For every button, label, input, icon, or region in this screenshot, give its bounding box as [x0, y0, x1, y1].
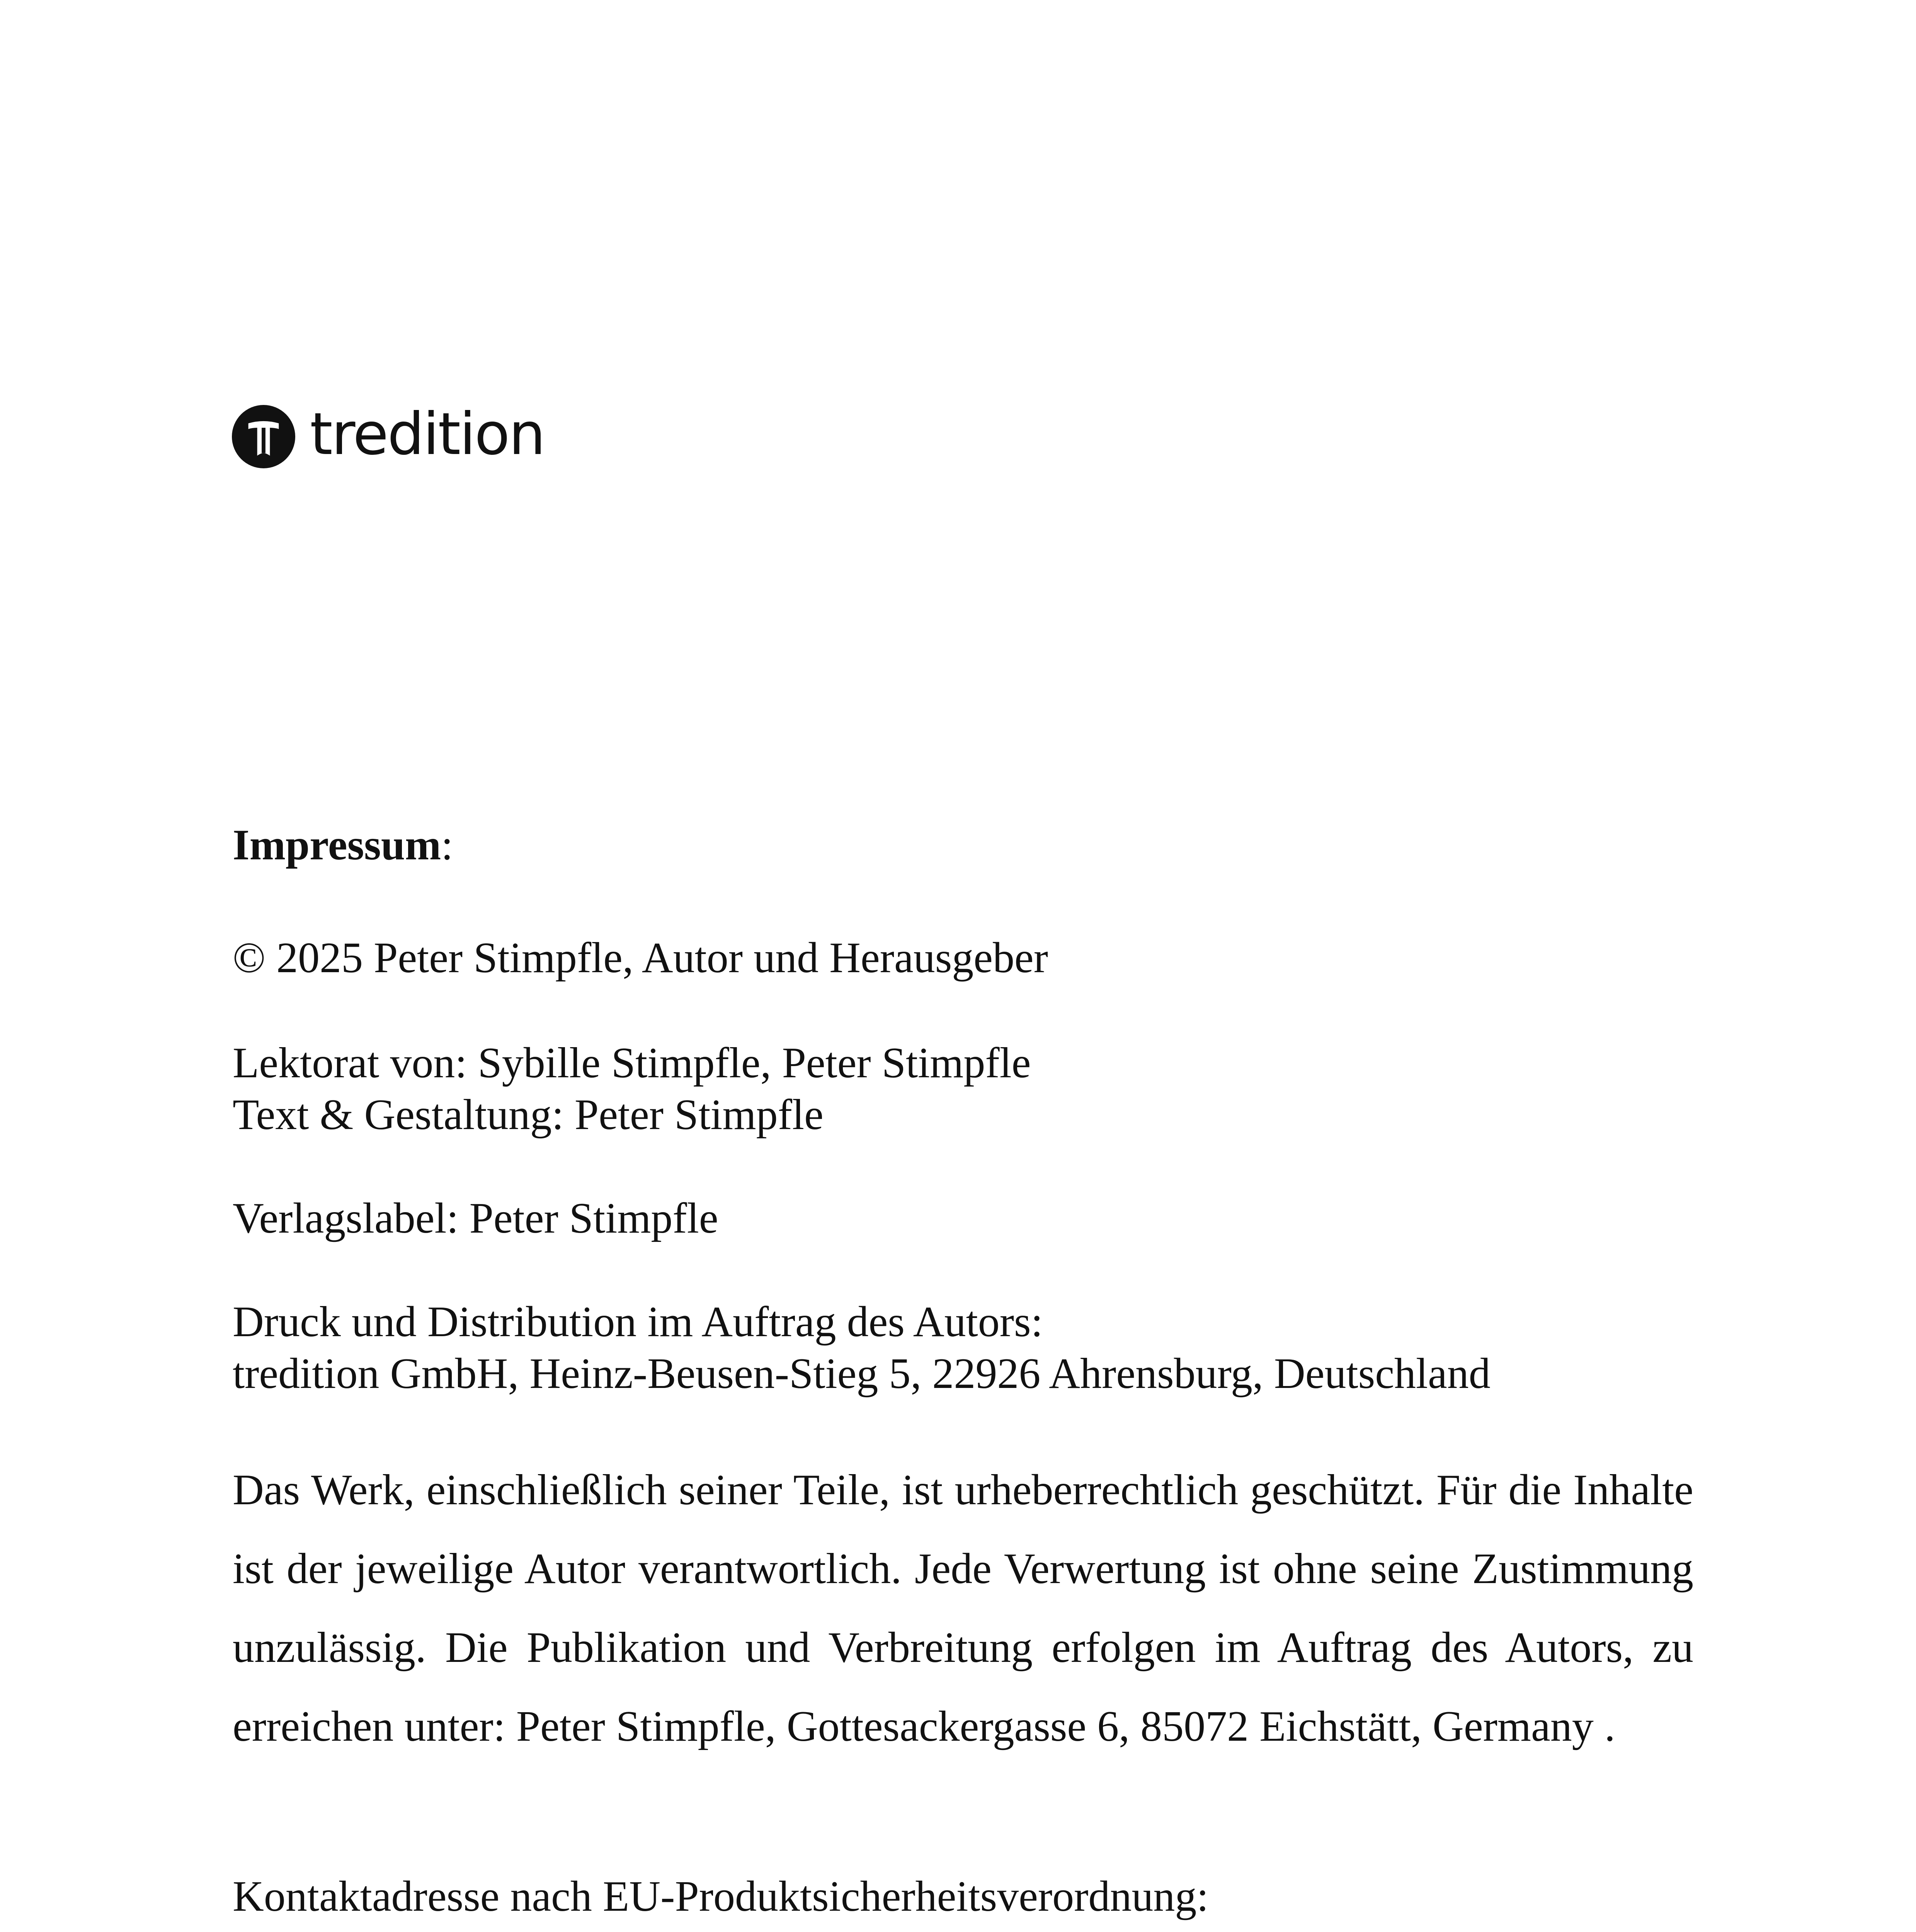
- distribution-block: [233, 1296, 1693, 1400]
- legal-paragraph: Das Werk, einschließlich seiner Teile, ist urheberrechtlich geschützt. Für die Inhalte ist der jeweilige Autor verantwortlich. Jede Verwertung ist ohne seine Zustimmung unzulässig. Die Publikation und Verbreitung erfolgen im Auftrag des Autors, zu erreichen unter: Peter Stimpfle, Gottesackergasse 6, 85072 Eichstätt, Germany .: [233, 1466, 1693, 1750]
- contact-label: Kontaktadresse nach EU-Produktsicherheitsverordnung:: [233, 1872, 1209, 1920]
- tredition-logo-icon: [232, 405, 295, 468]
- impressum-heading: Impressum:: [233, 821, 453, 869]
- credits-block: [233, 1037, 1693, 1141]
- logo-text: tredition: [310, 401, 545, 468]
- copyright-line: © 2025 Peter Stimpfle, Autor und Herausgeber: [233, 934, 1048, 982]
- publisher-logo: [232, 402, 545, 471]
- credit-line-gestaltung: Text & Gestaltung: Peter Stimpfle: [233, 1091, 824, 1139]
- impressum-section: [233, 819, 1693, 1932]
- distribution-line-2: tredition GmbH, Heinz-Beusen-Stieg 5, 22926 Ahrensburg, Deutschland: [233, 1350, 1491, 1398]
- credit-line-lektorat: Lektorat von: Sybille Stimpfle, Peter Stimpfle: [233, 1039, 1031, 1087]
- distribution-line-1: Druck und Distribution im Auftrag des Autors:: [233, 1298, 1043, 1346]
- verlagslabel-line: Verlagslabel: Peter Stimpfle: [233, 1194, 718, 1242]
- contact-block: [233, 1857, 1693, 1932]
